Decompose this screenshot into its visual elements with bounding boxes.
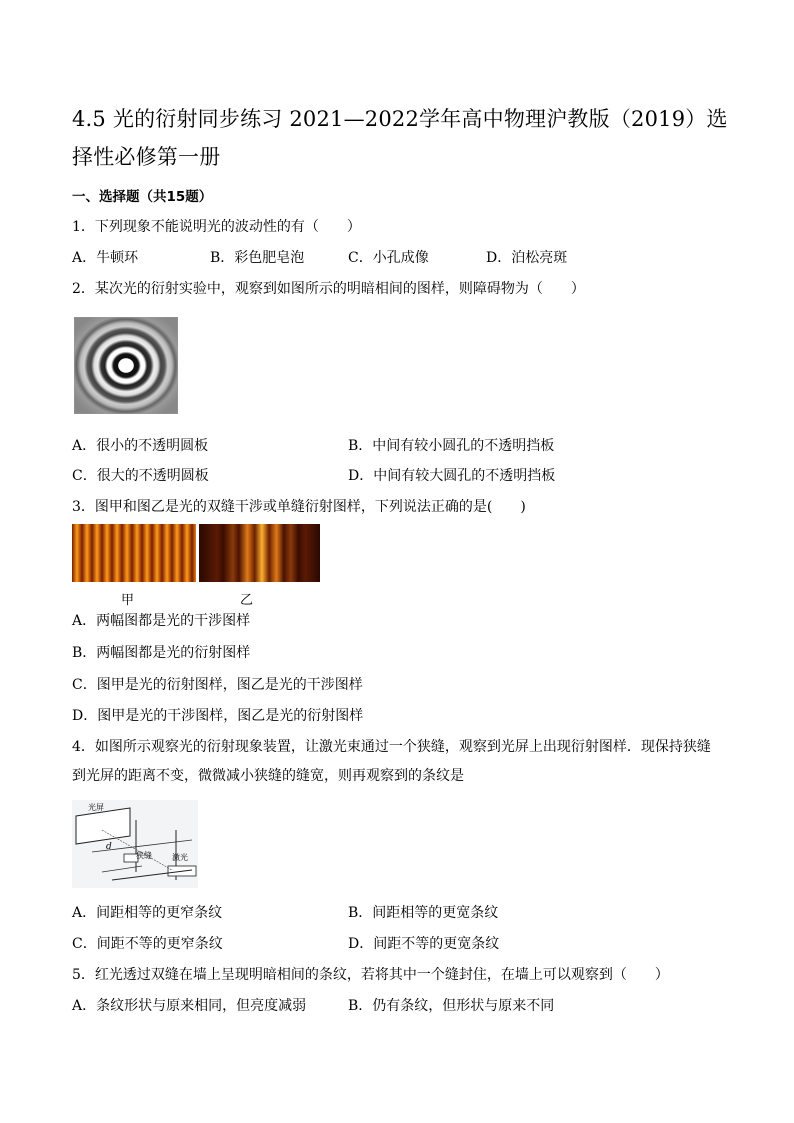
q5-option-b: B．仍有条纹，但形状与原来不同 [348, 998, 555, 1014]
circular-diffraction-figure [74, 317, 178, 414]
figure-yi-diffraction [199, 524, 320, 582]
figure-jia-interference [72, 524, 196, 582]
q1-option-b: B．彩色肥皂泡 [210, 250, 305, 266]
q4-option-a: A．间距相等的更窄条纹 [72, 905, 223, 921]
q3-option-b: B．两幅图都是光的衍射图样 [72, 645, 251, 661]
question-4-stem-line1: 4．如图所示观察光的衍射现象装置，让激光束通过一个狭缝，观察到光屏上出现衍射图样．现保持狭缝 [72, 739, 711, 755]
q2-option-b: B．中间有较小圆孔的不透明挡板 [348, 438, 555, 454]
q4-option-d: D．间距不等的更宽条纹 [348, 936, 500, 952]
q3-option-a: A．两幅图都是光的干涉图样 [72, 613, 251, 629]
question-2-stem: 2．某次光的衍射实验中，观察到如图所示的明暗相间的图样，则障碍物为（ ） [72, 281, 585, 297]
question-4-stem-line2: 到光屏的距离不变，微微减小狭缝的缝宽，则再观察到的条纹是 [72, 768, 464, 784]
diffraction-apparatus-figure [72, 800, 198, 888]
q4-option-b: B．间距相等的更宽条纹 [348, 905, 499, 921]
question-3-stem: 3．图甲和图乙是光的双缝干涉或单缝衍射图样，下列说法正确的是( ) [72, 499, 526, 515]
q2-option-c: C．很大的不透明圆板 [72, 468, 209, 484]
figure-label-jia: 甲 [121, 593, 135, 608]
q1-option-c: C．小孔成像 [348, 250, 429, 266]
label-laser: 激光 [172, 853, 188, 862]
page-title: 4.5 光的衍射同步练习 2021—2022学年高中物理沪教版（2019）选择性必修第一册 [72, 107, 728, 169]
figure-label-yi: 乙 [240, 593, 254, 608]
question-5-stem: 5．红光透过双缝在墙上呈现明暗相间的条纹，若将其中一个缝封住，在墙上可以观察到（ ） [72, 967, 669, 983]
label-slit: 狭缝 [136, 851, 152, 860]
label-screen: 光屏 [88, 803, 104, 812]
q1-option-d: D．泊松亮斑 [486, 250, 568, 266]
question-1-stem: 1．下列现象不能说明光的波动性的有（ ） [72, 219, 361, 235]
q3-option-d: D．图甲是光的干涉图样，图乙是光的衍射图样 [72, 708, 364, 724]
q2-option-a: A．很小的不透明圆板 [72, 438, 209, 454]
q1-option-a: A．牛顿环 [72, 250, 139, 266]
label-distance: d [106, 842, 112, 852]
section-heading: 一、选择题（共15题） [72, 189, 213, 205]
q4-option-c: C．间距不等的更窄条纹 [72, 936, 223, 952]
q5-option-a: A．条纹形状与原来相同，但亮度减弱 [72, 998, 307, 1014]
q2-option-d: D．中间有较大圆孔的不透明挡板 [348, 468, 556, 484]
q3-option-c: C．图甲是光的衍射图样，图乙是光的干涉图样 [72, 677, 363, 693]
